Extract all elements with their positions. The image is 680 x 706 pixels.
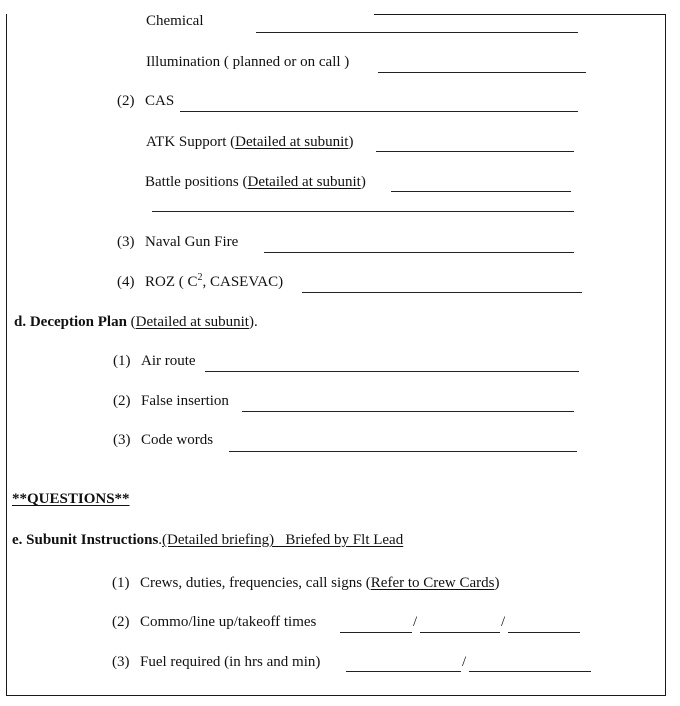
cas-label: CAS <box>145 93 175 109</box>
atk-support-link: Detailed at subunit <box>235 134 349 150</box>
commo-separator-2: / <box>501 614 506 630</box>
air-route-label: Air route <box>141 353 196 369</box>
fuel-field-hours[interactable] <box>346 671 461 672</box>
battle-positions-link: Detailed at subunit <box>247 174 361 190</box>
air-route-field[interactable] <box>205 371 579 372</box>
chemical-field[interactable] <box>256 32 578 33</box>
deception-plan-heading: d. Deception Plan (Detailed at subunit). <box>14 314 258 330</box>
fuel-separator: / <box>462 654 467 670</box>
illumination-label: Illumination ( planned or on call ) <box>146 54 350 70</box>
roz-number: (4) <box>117 274 135 290</box>
code-words-number: (3) <box>113 432 131 448</box>
atk-support-field[interactable] <box>376 151 574 152</box>
naval-gun-fire-field[interactable] <box>264 252 574 253</box>
crews-label: Crews, duties, frequencies, call signs (Refer to Crew Cards) <box>140 575 500 591</box>
battle-positions-field[interactable] <box>391 191 571 192</box>
commo-number: (2) <box>112 614 130 630</box>
atk-support-label: ATK Support (Detailed at subunit) <box>146 134 354 150</box>
cas-field[interactable] <box>180 111 578 112</box>
fuel-field-minutes[interactable] <box>469 671 591 672</box>
naval-gun-fire-number: (3) <box>117 234 135 250</box>
fuel-number: (3) <box>112 654 130 670</box>
form-border <box>6 14 666 696</box>
illumination-field[interactable] <box>378 72 586 73</box>
code-words-label: Code words <box>141 432 214 448</box>
subunit-instructions-heading: e. Subunit Instructions.(Detailed briefing) Briefed by Flt Lead <box>12 532 404 548</box>
cas-number: (2) <box>117 93 135 109</box>
false-insertion-field[interactable] <box>242 411 574 412</box>
battle-positions-label: Battle positions (Detailed at subunit) <box>145 174 366 190</box>
false-insertion-number: (2) <box>113 393 131 409</box>
air-route-number: (1) <box>113 353 131 369</box>
naval-gun-fire-label: Naval Gun Fire <box>145 234 239 250</box>
subunit-instructions-link: (Detailed briefing) Briefed by Flt Lead <box>162 532 404 548</box>
crews-number: (1) <box>112 575 130 591</box>
deception-plan-link: Detailed at subunit <box>135 314 249 330</box>
commo-field-2[interactable] <box>420 632 500 633</box>
commo-separator-1: / <box>413 614 418 630</box>
roz-field[interactable] <box>302 292 582 293</box>
code-words-field[interactable] <box>229 451 577 452</box>
commo-field-1[interactable] <box>340 632 412 633</box>
battle-positions-field-2[interactable] <box>152 211 574 212</box>
fuel-label: Fuel required (in hrs and min) <box>140 654 321 670</box>
false-insertion-label: False insertion <box>141 393 229 409</box>
questions-heading: **QUESTIONS** <box>12 491 130 507</box>
chemical-label: Chemical <box>146 13 204 29</box>
crews-link: Refer to Crew Cards <box>370 575 495 591</box>
commo-field-3[interactable] <box>508 632 580 633</box>
commo-label: Commo/line up/takeoff times <box>140 614 317 630</box>
roz-label: ROZ ( $C^2$, CASEVAC) <box>145 272 284 290</box>
form-border-top <box>374 14 666 15</box>
